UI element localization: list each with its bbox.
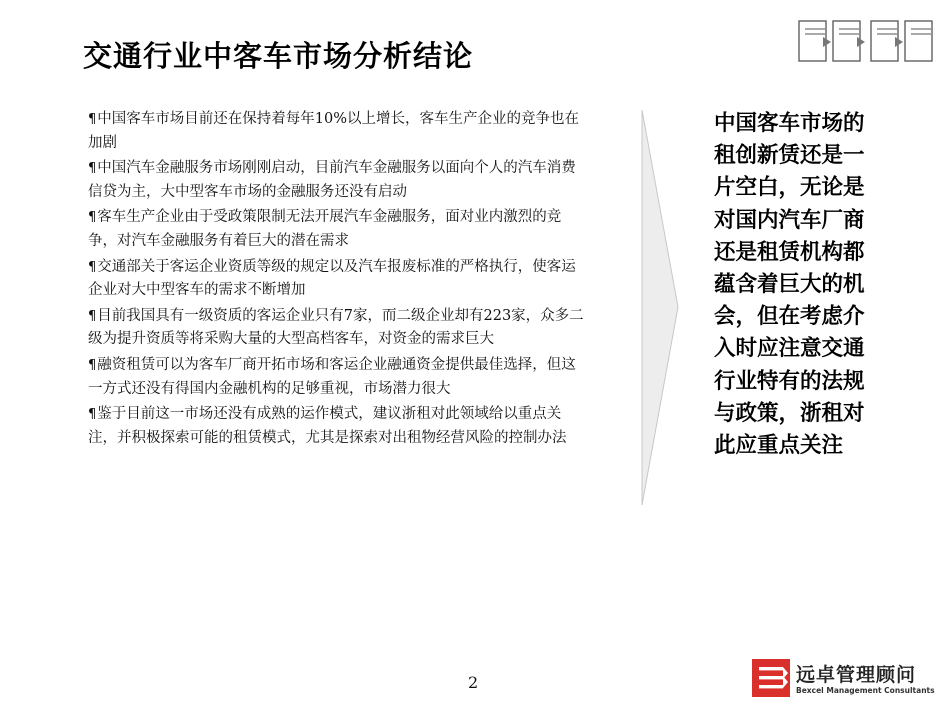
paragraph-mark-icon: ¶ — [88, 259, 97, 275]
bullet-list — [88, 108, 584, 452]
bullet-text: 客车生产企业由于受政策限制无法开展汽车金融服务，面对业内激烈的竞争，对汽车金融服务有着巨大的潜在需求 — [88, 209, 562, 249]
list-item — [88, 108, 584, 155]
process-flow-icon — [797, 17, 937, 65]
list-item — [88, 256, 584, 303]
logo-mark-icon — [752, 659, 790, 697]
page-number: 2 — [468, 673, 479, 692]
conclusion-text: 中国客车市场的租创新赁还是一片空白，无论是对国内汽车厂商还是租赁机构都蕴含着巨大的机会，但在考虑介入时应注意交通行业特有的法规与政策，浙租对此应重点关注 — [714, 111, 865, 459]
bullet-text: 鉴于目前这一市场还没有成熟的运作模式，建议浙租对此领域给以重点关注，并积极探索可能的租赁模式，尤其是探索对出租物经营风险的控制办法 — [88, 406, 567, 446]
chevron-arrow-icon — [640, 110, 680, 505]
list-item — [88, 157, 584, 204]
bullet-text: 交通部关于客运企业资质等级的规定以及汽车报废标准的严格执行，使客运企业对大中型客车的需求不断增加 — [88, 258, 576, 299]
list-item — [88, 305, 584, 352]
page-title: 交通行业中客车市场分析结论 — [83, 39, 474, 73]
bullet-text: 目前我国具有一级资质的客运企业只有7家，而二级企业却有223家，众多二级为提升资质等将采购大量的大型高档客车，对资金的需求巨大 — [88, 307, 584, 348]
paragraph-mark-icon: ¶ — [88, 112, 97, 127]
list-item — [88, 206, 584, 253]
paragraph-mark-icon: ¶ — [88, 357, 97, 373]
paragraph-mark-icon: ¶ — [88, 308, 97, 324]
paragraph-mark-icon: ¶ — [88, 407, 97, 423]
list-item — [88, 354, 584, 401]
logo-name-en: Bexcel Management Consultants — [796, 686, 935, 695]
logo-name-cn: 远卓管理顾问 — [796, 664, 917, 686]
bullet-text: 中国汽车金融服务市场刚刚启动，目前汽车金融服务以面向个人的汽车消费信贷为主，大中型客车市场的金融服务还没有启动 — [88, 160, 576, 200]
paragraph-mark-icon: ¶ — [88, 161, 97, 177]
bullet-text: 中国客车市场目前还在保持着每年10%以上增长，客车生产企业的竞争也在加剧 — [88, 111, 580, 151]
bullet-text: 融资租赁可以为客车厂商开拓市场和客运企业融通资金提供最佳选择，但这一方式还没有得国内金融机构的足够重视，市场潜力很大 — [88, 356, 576, 397]
list-item — [88, 403, 584, 450]
paragraph-mark-icon: ¶ — [88, 210, 97, 226]
company-logo — [752, 657, 942, 701]
